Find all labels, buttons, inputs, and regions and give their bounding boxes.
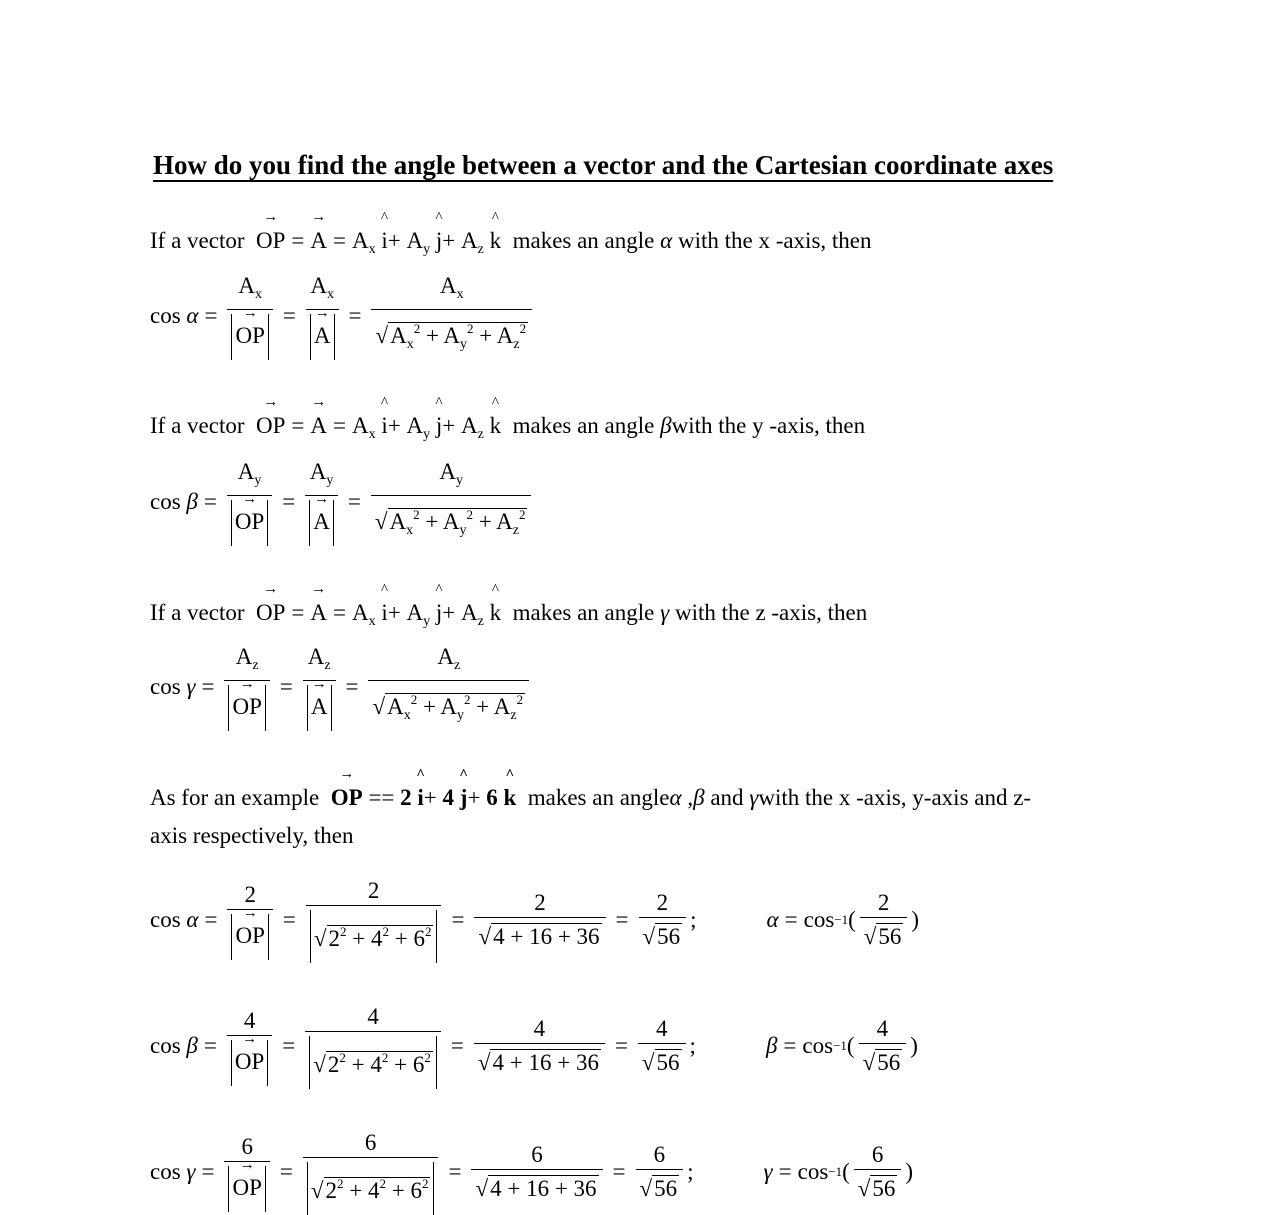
y-axis-statement: If a vector → OP =→ $A = A_x$ ^ $i+ A_y$ ^ $j+ A_z$ ^ k makes an angle βwith the y -axis, then [150, 413, 865, 443]
example-cos-gamma: cos γ = 6 → OP = $\frac{6}{√2^2 + 4^2 + 6^2}$ = $\frac{6}{√4 + 16 + 36}$ = $\frac{6}{√56}$ ; γ = cos −1 ( $\frac{6}{√56}$ ) [150, 1129, 913, 1215]
example-statement: As for an example → OP == 2 ^ i+ 4 ^ j+ 6 ^ k makes an angleα ,β and γwith the x -axis, y-axis and z- [150, 785, 1031, 811]
cos-gamma-formula: cos γ = $A_z$ → OP = $A_z$ → A = $\frac{A_z}{√A_x^2 + A_y^2 + A_z^2}$ [150, 643, 533, 731]
page-title: How do you find the angle between a vector and the Cartesian coordinate axes [153, 150, 1054, 180]
cos-alpha-formula: cos α = $A_x$ → OP = $A_x$ → A = $\frac{A_x}{√A_x^2 + A_y^2 + A_z^2}$ [150, 272, 536, 360]
z-axis-statement: If a vector → OP =→ $A = A_x$ ^ $i+ A_y$ ^ $j+ A_z$ ^ k makes an angle γ with the z -axis, then [150, 600, 867, 630]
example-cos-alpha: cos α = 2 → OP = $\frac{2}{√2^2 + 4^2 + 6^2}$ = $\frac{2}{√4 + 16 + 36}$ = $\frac{2}{√56}$ ; α = cos −1 ( $\frac{2}{√56}$ ) [150, 877, 919, 963]
cos-beta-formula: cos β = $A_y$ → OP = $A_y$ → A = $\frac{A_y}{√A_x^2 + A_y^2 + A_z^2}$ [150, 458, 535, 546]
example-cos-beta: cos β = 4 → OP = $\frac{4}{√2^2 + 4^2 + 6^2}$ = $\frac{4}{√4 + 16 + 36}$ = $\frac{4}{√56}$ ; β = cos −1 ( $\frac{4}{√56}$ ) [150, 1003, 918, 1089]
example-statement-line2: axis respectively, then [150, 823, 354, 848]
x-axis-statement: If a vector → OP =→ $A = A_x$ ^ $i+ A_y$ ^ $j+ A_z$ ^ k makes an angle α with the x -axis, then [150, 228, 872, 258]
